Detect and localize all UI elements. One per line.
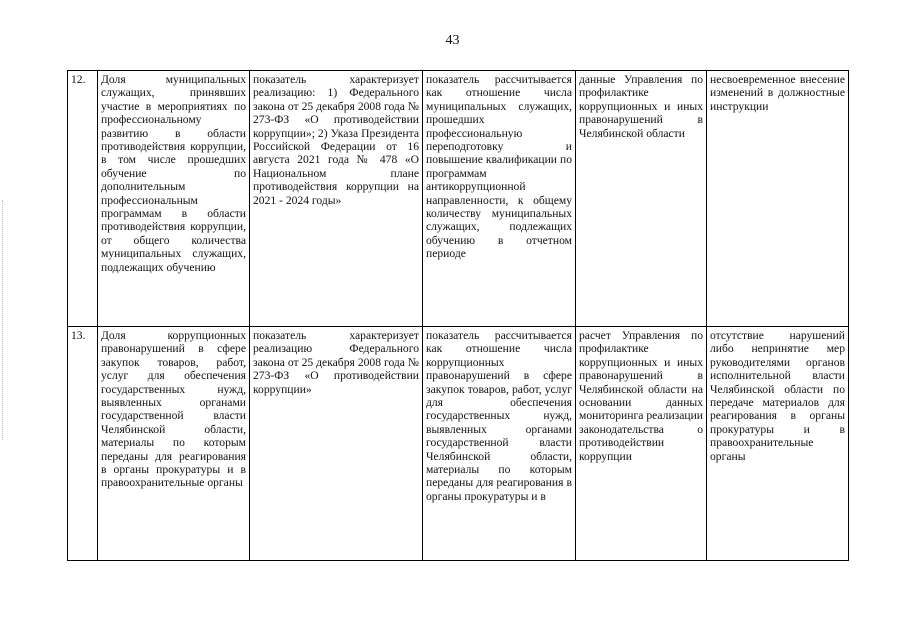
risks-cell: несвоевременное внесение изменений в должностные инструкции [707, 71, 849, 327]
risks-cell: отсутствие нарушений либо непринятие мер руководителями органов исполнительной власти Челябинской области по передаче материалов для реагирования в органы прокуратуры и в правоохранительные органы [707, 327, 849, 561]
characterizes-cell: показатель характеризует реализацию: 1) Федерального закона от 25 декабря 2008 года № 273-ФЗ «О противодействии коррупции»; 2) Указа Президента Российской Федерации от 16 августа 2021 года № 478 «О Национальном плане противодействия коррупции на 2021 - 2024 годы» [250, 71, 423, 327]
data-source-cell: расчет Управления по профилактике коррупционных и иных правонарушений в Челябинской области на основании данных мониторинга реализации законодательства о противодействии коррупции [576, 327, 707, 561]
data-source-cell: данные Управления по профилактике коррупционных и иных правонарушений в Челябинской области [576, 71, 707, 327]
indicator-name-cell: Доля муниципальных служащих, принявших участие в мероприятиях по профессиональному развитию в области противодействия коррупции, в том числе прошедших обучение по дополнительным профессиональным программам в области противодействия коррупции, от общего количества муниципальных служащих, подлежащих обучению [98, 71, 250, 327]
calculation-method-cell: показатель рассчитывается как отношение числа коррупционных правонарушений в сфере закупок товаров, работ, услуг для обеспечения государственных нужд, выявленных органами государственной власти Челябинской области, материалы по которым переданы для реагирования в органы прокуратуры и в [423, 327, 576, 561]
row-number: 13. [68, 327, 98, 561]
row-number: 12. [68, 71, 98, 327]
characterizes-cell: показатель характеризует реализацию Федерального закона от 25 декабря 2008 года № 273-ФЗ «О противодействии коррупции» [250, 327, 423, 561]
indicator-name-cell: Доля коррупционных правонарушений в сфере закупок товаров, работ, услуг для обеспечения государственных нужд, выявленных органами государственной власти Челябинской области, материалы по которым переданы для реагирования в органы прокуратуры и в правоохранительные органы [98, 327, 250, 561]
table-row [68, 327, 849, 561]
scan-edge-marks [2, 200, 6, 440]
calculation-method-cell: показатель рассчитывается как отношение числа муниципальных служащих, прошедших профессиональную переподготовку и повышение квалификации по программам антикоррупционной направленности, к общему количеству муниципальных служащих, подлежащих обучению в отчетном периоде [423, 71, 576, 327]
table-row [68, 71, 849, 327]
indicators-table [67, 70, 849, 561]
page-number: 43 [445, 33, 460, 48]
